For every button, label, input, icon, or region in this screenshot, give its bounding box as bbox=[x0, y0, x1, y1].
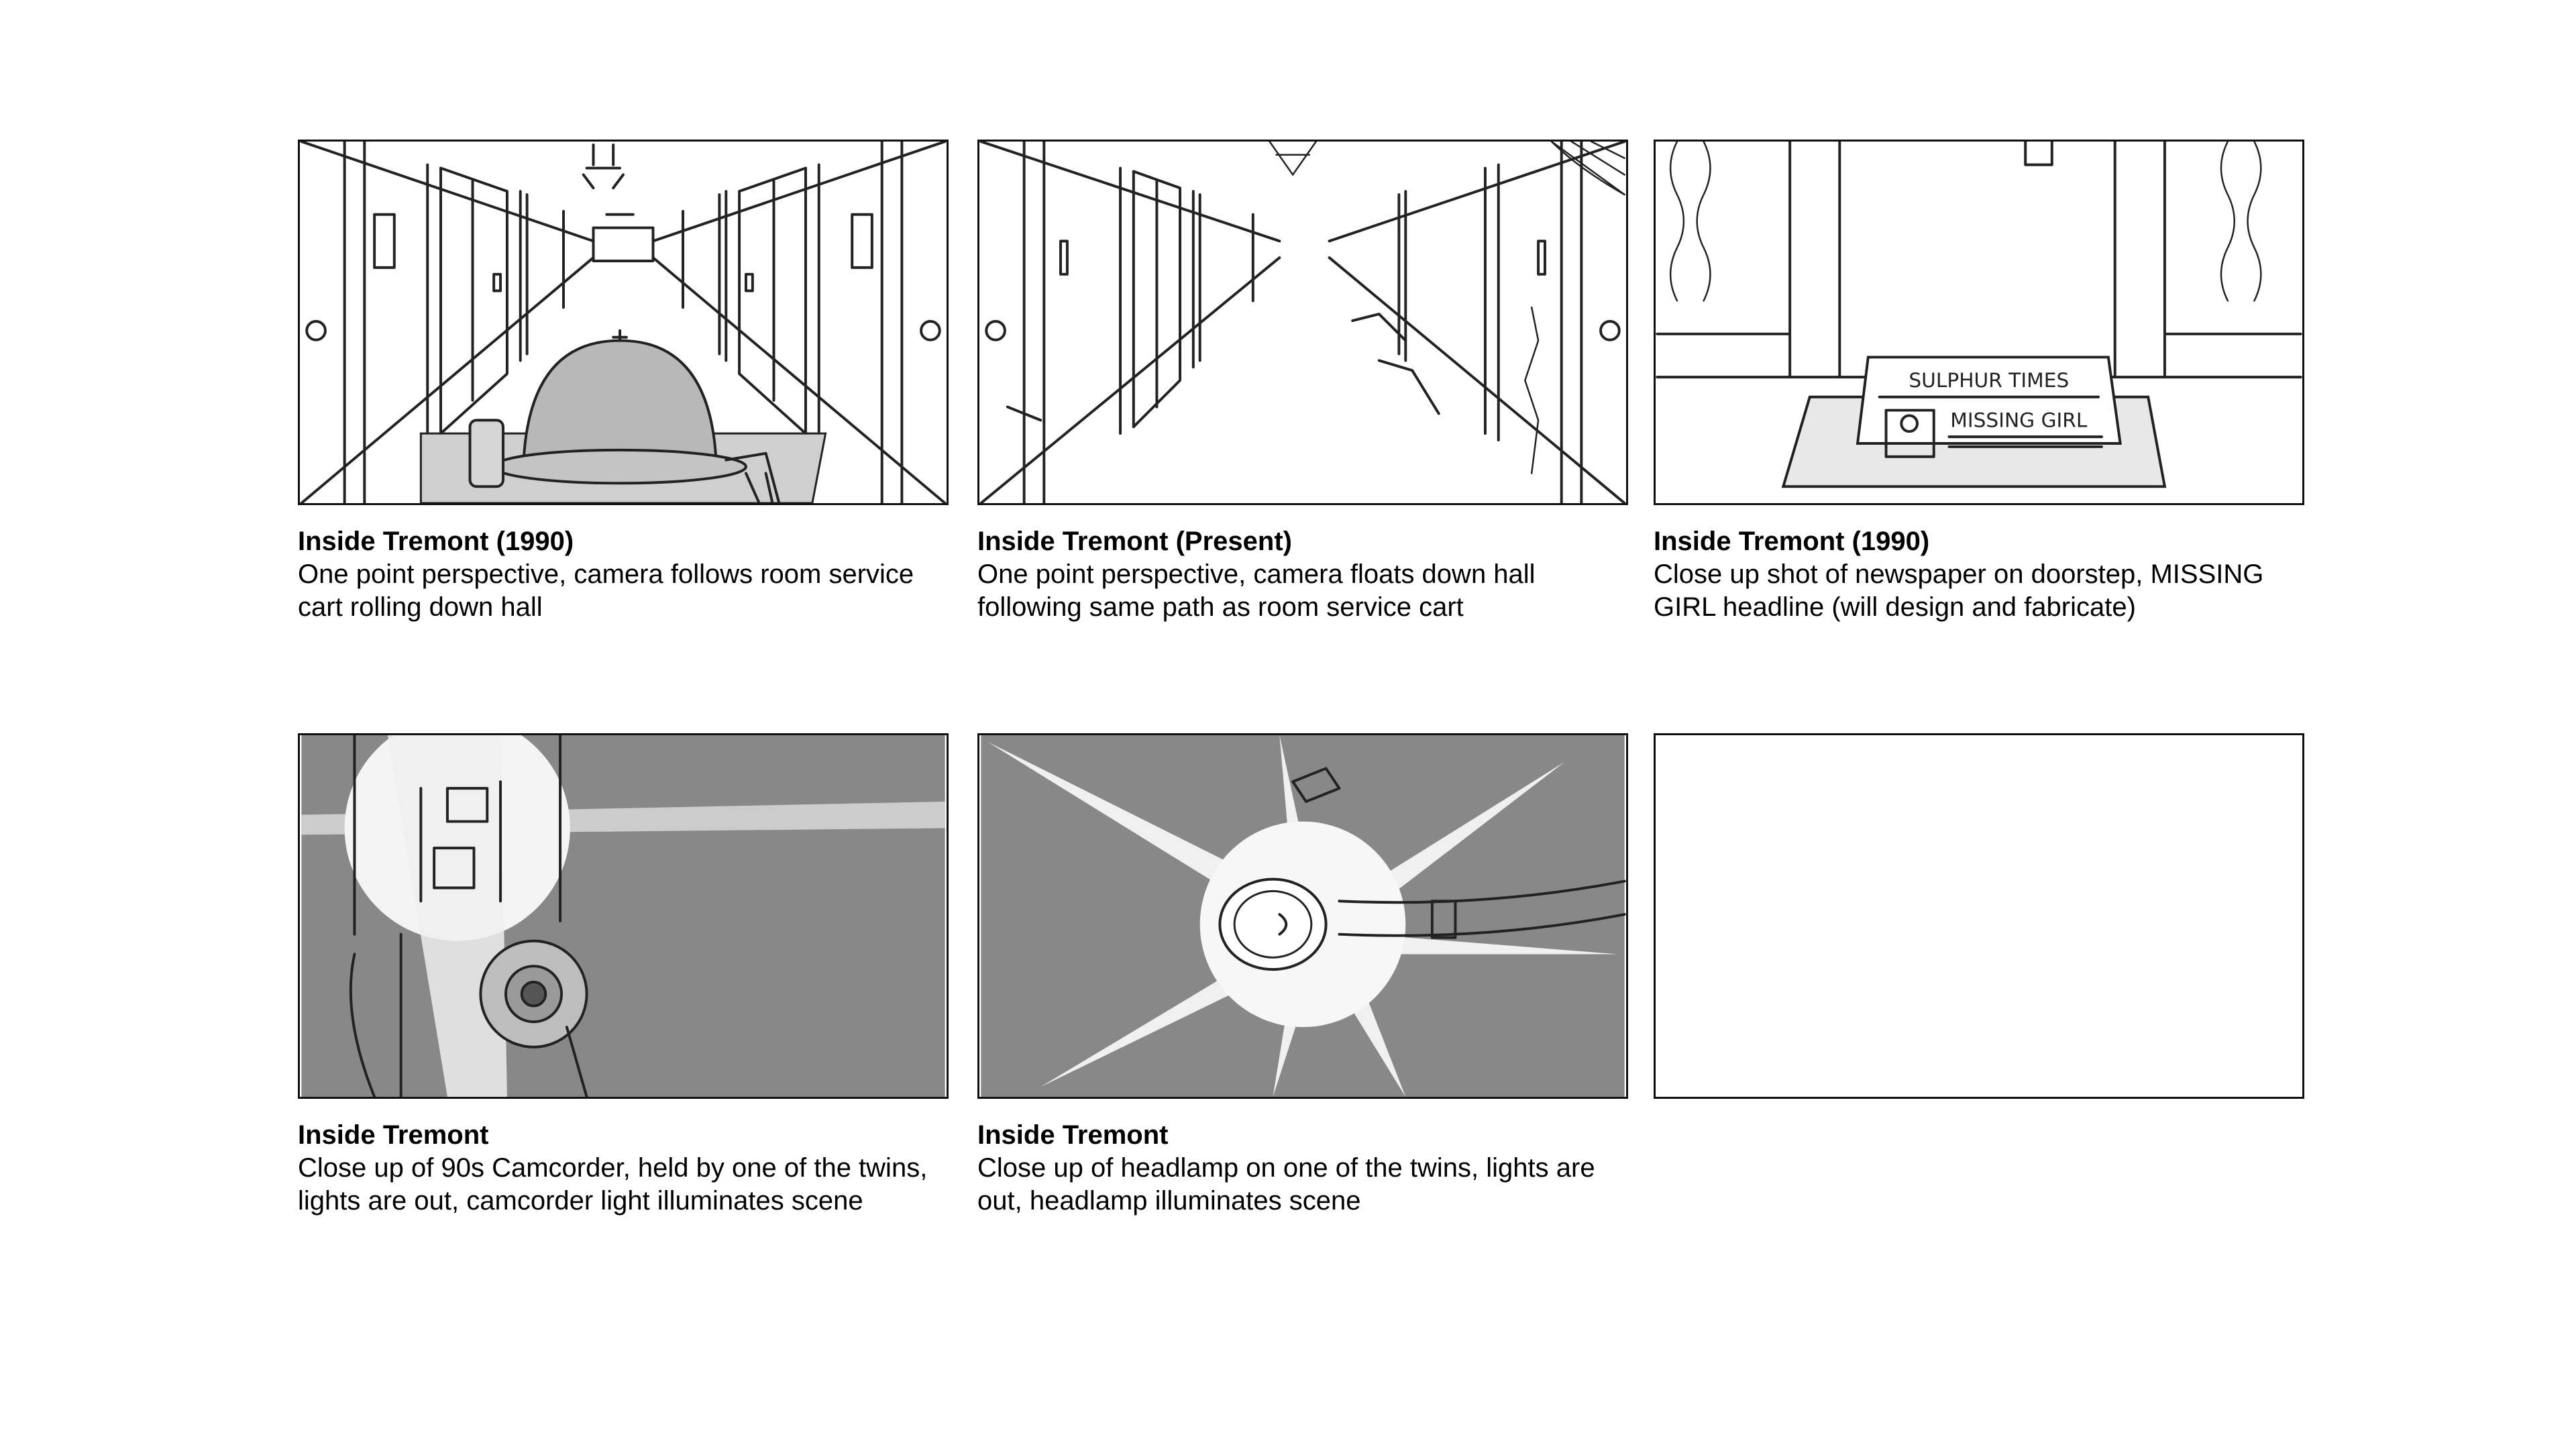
panel-4-description: Close up of 90s Camcorder, held by one of the twins, lights are out, camcorder light illuminates scene bbox=[298, 1153, 928, 1216]
panel-5-description: Close up of headlamp on one of the twins, lights are out, headlamp illuminates scene bbox=[977, 1153, 1595, 1216]
panel-1-description: One point perspective, camera follows room service cart rolling down hall bbox=[298, 559, 914, 622]
hallway-present-sketch bbox=[979, 142, 1626, 503]
panel-2-caption bbox=[977, 525, 1642, 624]
panel-4-title: Inside Tremont bbox=[298, 1120, 489, 1150]
headlamp-sketch bbox=[979, 735, 1626, 1097]
storyboard-panel-4 bbox=[298, 733, 949, 1099]
panel-1-caption bbox=[298, 525, 962, 624]
panel-3-caption bbox=[1654, 525, 2318, 624]
panel-3-description: Close up shot of newspaper on doorstep, MISSING GIRL headline (will design and fabricate) bbox=[1654, 559, 2264, 622]
panel-4-caption bbox=[298, 1119, 962, 1218]
camcorder-sketch bbox=[300, 735, 947, 1097]
storyboard-panel-1 bbox=[298, 140, 949, 505]
storyboard-panel-5 bbox=[977, 733, 1628, 1099]
storyboard-panel-3 bbox=[1654, 140, 2304, 505]
newspaper-doorstep-sketch bbox=[1656, 142, 2302, 503]
hallway-1990-sketch bbox=[300, 142, 947, 503]
headline-text: MISSING GIRL bbox=[1950, 408, 2088, 432]
panel-5-title: Inside Tremont bbox=[977, 1120, 1169, 1150]
storyboard-panel-2 bbox=[977, 140, 1628, 505]
panel-3-title: Inside Tremont (1990) bbox=[1654, 527, 1930, 556]
panel-2-title: Inside Tremont (Present) bbox=[977, 527, 1292, 556]
storyboard-panel-6-empty bbox=[1654, 733, 2304, 1099]
panel-5-caption bbox=[977, 1119, 1642, 1218]
panel-1-title: Inside Tremont (1990) bbox=[298, 527, 574, 556]
masthead-text: SULPHUR TIMES bbox=[1909, 368, 2070, 392]
panel-2-description: One point perspective, camera floats down hall following same path as room service cart bbox=[977, 559, 1536, 622]
